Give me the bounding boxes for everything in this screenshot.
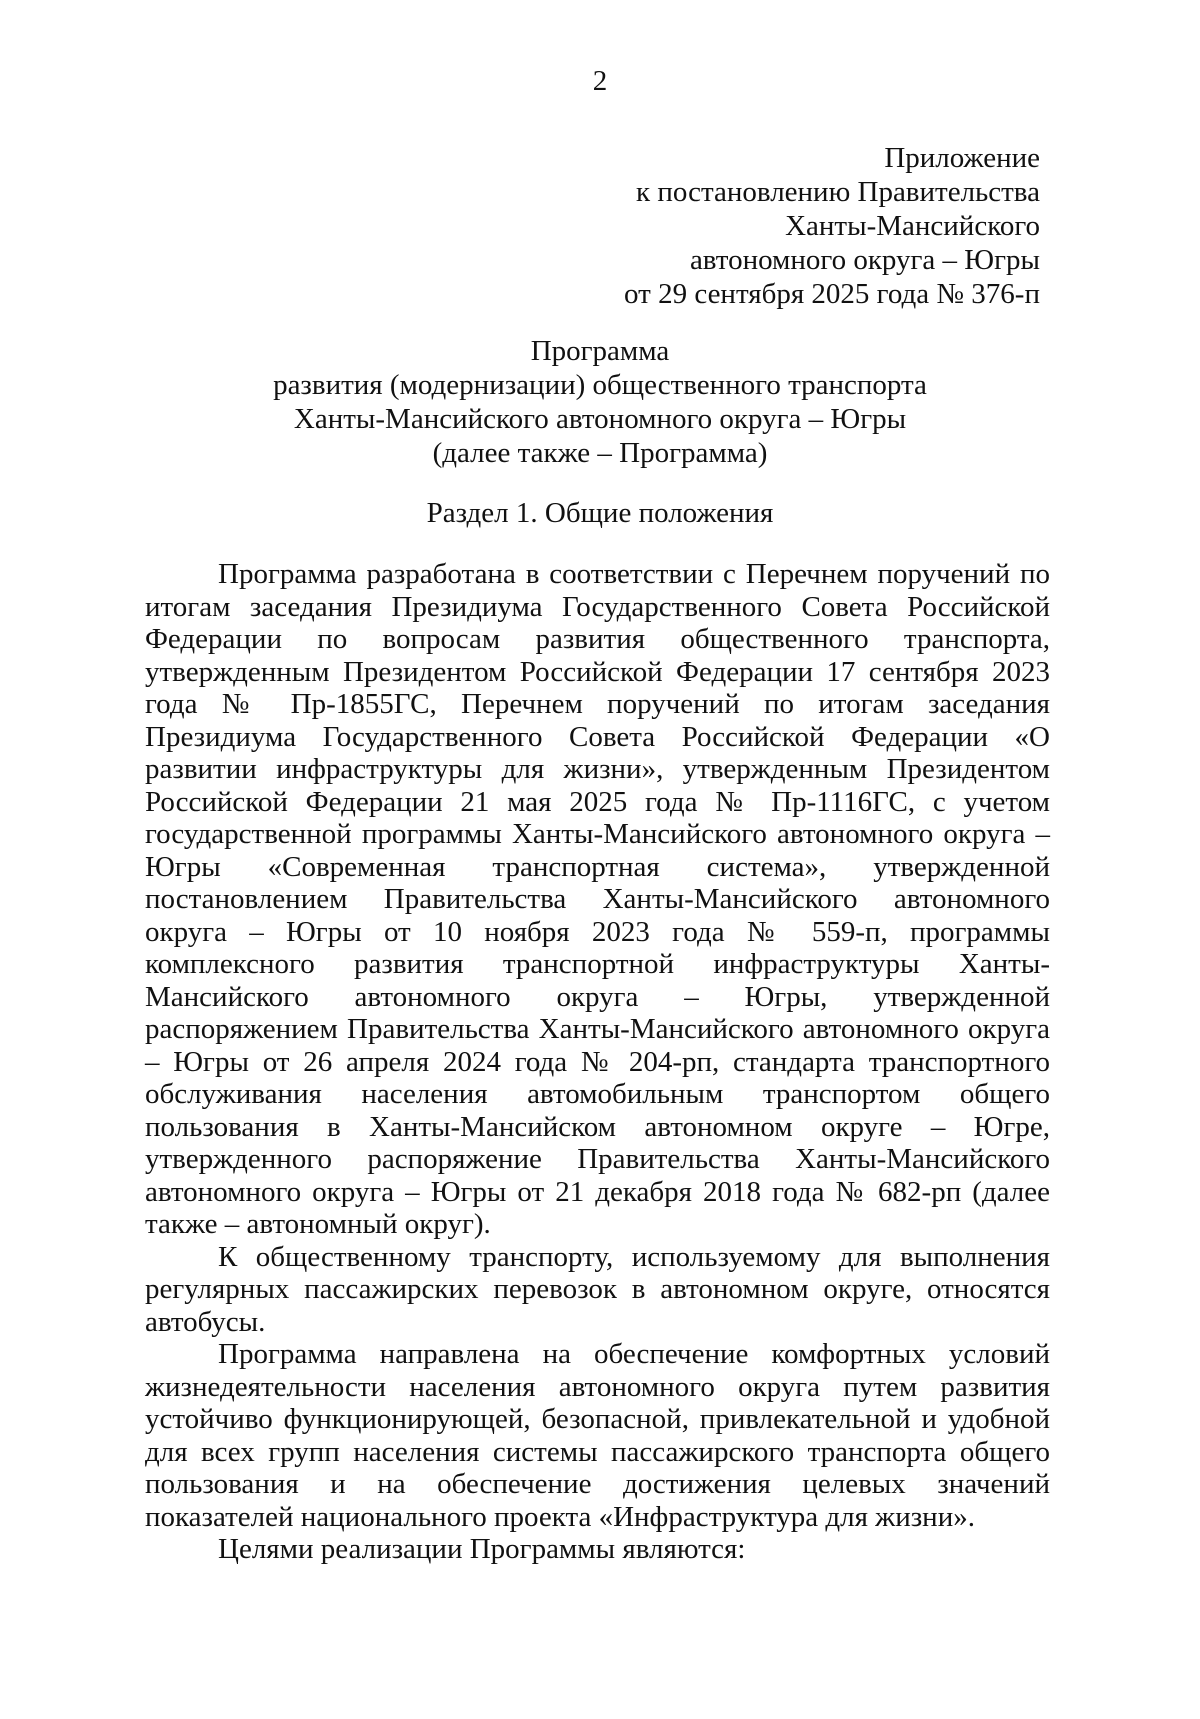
appendix-line: к постановлению Правительства (636, 176, 1040, 208)
page-number: 2 (592, 65, 608, 97)
appendix-date-line: от 29 сентября 2025 года № 376-п (624, 278, 1040, 310)
document-title (0, 334, 1200, 470)
title-line: Ханты-Мансийского автономного округа – Югры (293, 403, 907, 435)
paragraph: Программа направлена на обеспечение комфортных условий жизнедеятельности населения автономного округа путем развития устойчиво функционирующей, безопасной, привлекательной и удобной для всех групп населения системы пассажирского транспорта общего пользования и на обеспечение достижения целевых значений показателей национального проекта «Инфраструктура для жизни». (145, 1338, 1050, 1533)
section-heading: Раздел 1. Общие положения (426, 497, 774, 529)
title-line: развития (модернизации) общественного транспорта (273, 369, 927, 401)
paragraph: К общественному транспорту, используемому для выполнения регулярных пассажирских перевозок в автономном округе, относятся автобусы. (145, 1240, 1050, 1338)
appendix-line: Приложение (884, 142, 1040, 174)
title-line: (далее также – Программа) (432, 437, 768, 469)
title-line: Программа (530, 335, 670, 367)
appendix-line: автономного округа – Югры (689, 244, 1040, 276)
body-text (145, 558, 1050, 1566)
appendix-header (440, 141, 1040, 311)
paragraph: Целями реализации Программы являются: (218, 1533, 746, 1565)
appendix-line: Ханты-Мансийского (785, 210, 1040, 242)
paragraph: Программа разработана в соответствии с Перечнем поручений по итогам заседания Президиума Государственного Совета Российской Федерации по вопросам развития общественного транспорта, утвержденным Президентом Российской Федерации 17 сентября 2023 года № Пр-1855ГС, Перечнем поручений по итогам заседания Президиума Государственного Совета Российской Федерации «О развитии инфраструктуры для жизни», утвержденным Президентом Российской Федерации 21 мая 2025 года № Пр-1116ГС, с учетом государственной программы Ханты-Мансийского автономного округа – Югры «Современная транспортная система», утвержденной постановлением Правительства Ханты-Мансийского автономного округа – Югры от 10 ноября 2023 года № 559-п, программы комплексного развития транспортной инфраструктуры Ханты-Мансийского автономного округа – Югры, утвержденной распоряжением Правительства Ханты-Мансийского автономного округа – Югры от 26 апреля 2024 года № 204-рп, стандарта транспортного обслуживания населения автомобильным транспортом общего пользования в Ханты-Мансийском автономном округе – Югре, утвержденного распоряжение Правительства Ханты-Мансийского автономного округа – Югры от 21 декабря 2018 года № 682-рп (далее также – автономный округ). (145, 558, 1050, 1240)
